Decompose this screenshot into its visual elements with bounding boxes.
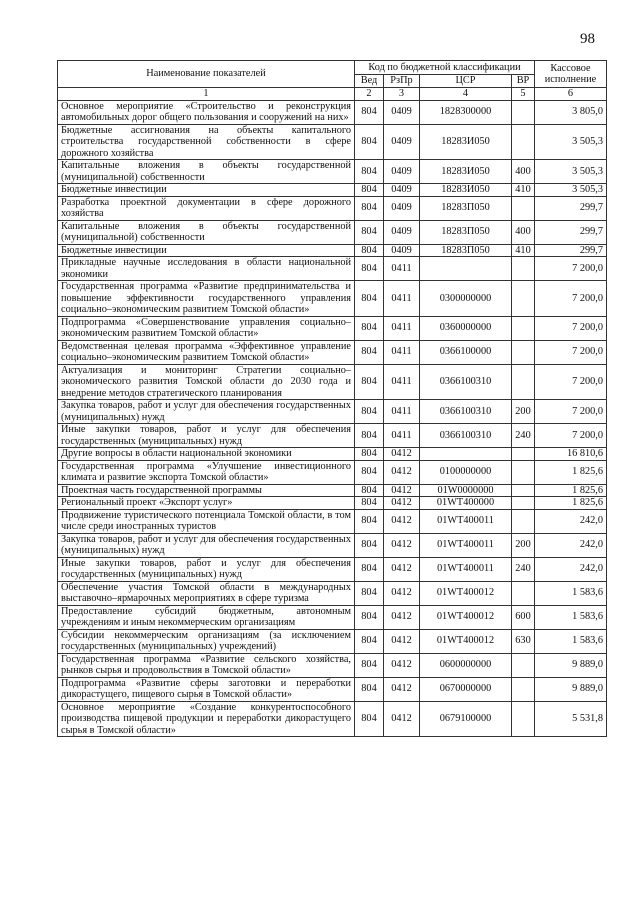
row-name: Иные закупки товаров, работ и услуг для обеспечения государственных (муниципальных) нужд: [58, 424, 355, 448]
row-vr: 410: [512, 184, 535, 197]
row-ved: 804: [355, 653, 384, 677]
table-row: [58, 340, 607, 364]
row-name: Проектная часть государственной программы: [58, 484, 355, 497]
row-ved: 804: [355, 400, 384, 424]
table-row: [58, 196, 607, 220]
row-ved: 804: [355, 100, 384, 124]
row-name: Иные закупки товаров, работ и услуг для обеспечения государственных (муниципальных) нужд: [58, 557, 355, 581]
row-csr: 18283И050: [420, 184, 512, 197]
row-name: Актуализация и мониторинг Стратегии социально–экономического развития Томской области до 2030 года и внедрение методов стратегического планирования: [58, 364, 355, 400]
row-csr: 18283И050: [420, 124, 512, 160]
table-row: [58, 497, 607, 510]
row-amount: 299,7: [535, 220, 607, 244]
row-amount: 1 825,6: [535, 460, 607, 484]
row-csr: 0600000000: [420, 653, 512, 677]
row-csr: 01WT400011: [420, 509, 512, 533]
row-name: Подпрограмма «Развитие сферы заготовки и переработки дикорастущего, пищевого сырья в Томской области»: [58, 677, 355, 701]
row-csr: 18283П050: [420, 196, 512, 220]
row-ved: 804: [355, 448, 384, 461]
row-rzpr: 0411: [384, 424, 420, 448]
table-row: [58, 160, 607, 184]
row-vr: [512, 340, 535, 364]
row-amount: 3 505,3: [535, 184, 607, 197]
row-vr: [512, 484, 535, 497]
row-amount: 299,7: [535, 196, 607, 220]
row-name: Капитальные вложения в объекты государственной (муниципальной) собственности: [58, 160, 355, 184]
table-row: [58, 460, 607, 484]
row-rzpr: 0409: [384, 196, 420, 220]
row-ved: 804: [355, 677, 384, 701]
row-rzpr: 0409: [384, 100, 420, 124]
row-vr: [512, 448, 535, 461]
row-vr: [512, 509, 535, 533]
row-csr: 01WT400012: [420, 629, 512, 653]
table-row: [58, 257, 607, 281]
row-amount: 9 889,0: [535, 653, 607, 677]
row-csr: 0100000000: [420, 460, 512, 484]
row-vr: 410: [512, 244, 535, 257]
row-amount: 9 889,0: [535, 677, 607, 701]
table-row: [58, 364, 607, 400]
row-ved: 804: [355, 281, 384, 317]
table-row: [58, 184, 607, 197]
table-row: [58, 316, 607, 340]
row-amount: 7 200,0: [535, 400, 607, 424]
row-csr: 01WT400012: [420, 581, 512, 605]
row-name: Прикладные научные исследования в области национальной экономики: [58, 257, 355, 281]
table-row: [58, 653, 607, 677]
row-csr: 0366100310: [420, 400, 512, 424]
table-row: [58, 701, 607, 737]
header-code-group: Код по бюджетной классификации: [355, 61, 535, 75]
header-ved: Вед: [355, 75, 384, 88]
row-rzpr: 0412: [384, 701, 420, 737]
row-csr: 01WT400011: [420, 557, 512, 581]
row-ved: 804: [355, 340, 384, 364]
row-csr: 01WT400012: [420, 605, 512, 629]
table-row: [58, 484, 607, 497]
row-ved: 804: [355, 244, 384, 257]
row-vr: 200: [512, 400, 535, 424]
row-ved: 804: [355, 220, 384, 244]
row-rzpr: 0412: [384, 653, 420, 677]
table-row: [58, 509, 607, 533]
row-csr: 0366100310: [420, 364, 512, 400]
row-csr: 0670000000: [420, 677, 512, 701]
row-name: Субсидии некоммерческим организациям (за исключением государственных (муниципальных) учреждений): [58, 629, 355, 653]
header-amount: Кассовое исполнение: [535, 61, 607, 88]
row-name: Разработка проектной документации в сфере дорожного хозяйства: [58, 196, 355, 220]
row-csr: 0366100310: [420, 424, 512, 448]
row-name: Государственная программа «Развитие сельского хозяйства, рынков сырья и продовольствия в Томской области»: [58, 653, 355, 677]
row-rzpr: 0412: [384, 677, 420, 701]
row-amount: 7 200,0: [535, 257, 607, 281]
row-rzpr: 0412: [384, 629, 420, 653]
row-name: Бюджетные ассигнования на объекты капитального строительства государственной собственности в сфере дорожного хозяйства: [58, 124, 355, 160]
row-amount: 1 583,6: [535, 581, 607, 605]
row-rzpr: 0412: [384, 484, 420, 497]
row-ved: 804: [355, 484, 384, 497]
row-ved: 804: [355, 629, 384, 653]
row-amount: 7 200,0: [535, 364, 607, 400]
row-amount: 16 810,6: [535, 448, 607, 461]
row-amount: 3 805,0: [535, 100, 607, 124]
row-amount: 3 505,3: [535, 160, 607, 184]
row-ved: 804: [355, 509, 384, 533]
table-row: [58, 220, 607, 244]
row-amount: 5 531,8: [535, 701, 607, 737]
row-vr: 400: [512, 160, 535, 184]
row-name: Ведомственная целевая программа «Эффективное управление социально–экономическим развитием Томской области»: [58, 340, 355, 364]
row-rzpr: 0409: [384, 184, 420, 197]
row-rzpr: 0412: [384, 557, 420, 581]
row-ved: 804: [355, 605, 384, 629]
row-name: Предоставление субсидий бюджетным, автономным учреждениям и иным некоммерческим организациям: [58, 605, 355, 629]
table-row: [58, 557, 607, 581]
row-csr: 01W0000000: [420, 484, 512, 497]
row-ved: 804: [355, 533, 384, 557]
row-csr: 18283И050: [420, 160, 512, 184]
row-amount: 3 505,3: [535, 124, 607, 160]
row-vr: 240: [512, 424, 535, 448]
row-name: Закупка товаров, работ и услуг для обеспечения государственных (муниципальных) нужд: [58, 533, 355, 557]
row-csr: 01WT400000: [420, 497, 512, 510]
row-name: Обеспечение участия Томской области в международных выставочно–ярмарочных мероприятиях в сфере туризма: [58, 581, 355, 605]
row-vr: 600: [512, 605, 535, 629]
row-ved: 804: [355, 160, 384, 184]
row-rzpr: 0412: [384, 605, 420, 629]
header-csr: ЦСР: [420, 75, 512, 88]
row-ved: 804: [355, 184, 384, 197]
row-vr: 400: [512, 220, 535, 244]
row-amount: 1 583,6: [535, 605, 607, 629]
row-vr: [512, 701, 535, 737]
row-amount: 1 825,6: [535, 497, 607, 510]
header-number-5: 5: [512, 88, 535, 101]
table-row: [58, 424, 607, 448]
row-name: Другие вопросы в области национальной экономики: [58, 448, 355, 461]
row-amount: 7 200,0: [535, 281, 607, 317]
table-row: [58, 677, 607, 701]
row-amount: 7 200,0: [535, 424, 607, 448]
row-csr: 1828300000: [420, 100, 512, 124]
header-number-2: 2: [355, 88, 384, 101]
budget-table: [57, 60, 607, 737]
row-vr: [512, 316, 535, 340]
row-amount: 1 825,6: [535, 484, 607, 497]
row-ved: 804: [355, 316, 384, 340]
table-row: [58, 100, 607, 124]
row-name: Бюджетные инвестиции: [58, 184, 355, 197]
row-ved: 804: [355, 424, 384, 448]
row-rzpr: 0409: [384, 244, 420, 257]
row-rzpr: 0409: [384, 124, 420, 160]
row-vr: [512, 677, 535, 701]
row-amount: 7 200,0: [535, 340, 607, 364]
row-ved: 804: [355, 124, 384, 160]
row-rzpr: 0411: [384, 316, 420, 340]
row-rzpr: 0409: [384, 160, 420, 184]
row-vr: [512, 124, 535, 160]
row-csr: 0360000000: [420, 316, 512, 340]
row-amount: 1 583,6: [535, 629, 607, 653]
row-vr: [512, 497, 535, 510]
row-name: Региональный проект «Экспорт услуг»: [58, 497, 355, 510]
row-rzpr: 0411: [384, 281, 420, 317]
header-number-3: 3: [384, 88, 420, 101]
row-vr: [512, 100, 535, 124]
table-row: [58, 533, 607, 557]
table-row: [58, 448, 607, 461]
row-name: Основное мероприятие «Строительство и реконструкция автомобильных дорог общего пользования и сооружений на них»: [58, 100, 355, 124]
row-name: Бюджетные инвестиции: [58, 244, 355, 257]
header-rzpr: РзПр: [384, 75, 420, 88]
row-rzpr: 0412: [384, 448, 420, 461]
row-vr: [512, 653, 535, 677]
table-row: [58, 629, 607, 653]
row-ved: 804: [355, 581, 384, 605]
row-rzpr: 0412: [384, 533, 420, 557]
row-csr: [420, 257, 512, 281]
row-amount: 7 200,0: [535, 316, 607, 340]
row-vr: [512, 364, 535, 400]
row-amount: 242,0: [535, 557, 607, 581]
row-ved: 804: [355, 364, 384, 400]
row-rzpr: 0411: [384, 340, 420, 364]
row-vr: [512, 460, 535, 484]
table-row: [58, 124, 607, 160]
row-rzpr: 0409: [384, 220, 420, 244]
row-vr: 630: [512, 629, 535, 653]
row-rzpr: 0412: [384, 509, 420, 533]
row-vr: 240: [512, 557, 535, 581]
row-name: Основное мероприятие «Создание конкурентоспособного производства пищевой продукции и переработки дикорастущего сырья в Томской области»: [58, 701, 355, 737]
row-csr: 0366100000: [420, 340, 512, 364]
row-ved: 804: [355, 257, 384, 281]
row-vr: 200: [512, 533, 535, 557]
page-number: 98: [580, 31, 595, 47]
row-name: Государственная программа «Улучшение инвестиционного климата и развитие экспорта Томской области»: [58, 460, 355, 484]
row-csr: 18283П050: [420, 220, 512, 244]
row-ved: 804: [355, 557, 384, 581]
table-row: [58, 244, 607, 257]
row-amount: 299,7: [535, 244, 607, 257]
header-number-1: 1: [58, 88, 355, 101]
row-csr: 01WT400011: [420, 533, 512, 557]
header-vr: ВР: [512, 75, 535, 88]
row-amount: 242,0: [535, 509, 607, 533]
row-vr: [512, 281, 535, 317]
header-name: Наименование показателей: [58, 61, 355, 88]
row-vr: [512, 257, 535, 281]
row-vr: [512, 581, 535, 605]
table-row: [58, 281, 607, 317]
row-ved: 804: [355, 196, 384, 220]
row-csr: 18283П050: [420, 244, 512, 257]
row-rzpr: 0412: [384, 581, 420, 605]
row-name: Капитальные вложения в объекты государственной (муниципальной) собственности: [58, 220, 355, 244]
table-row: [58, 400, 607, 424]
row-amount: 242,0: [535, 533, 607, 557]
row-csr: [420, 448, 512, 461]
row-ved: 804: [355, 460, 384, 484]
row-rzpr: 0411: [384, 400, 420, 424]
row-rzpr: 0411: [384, 257, 420, 281]
row-vr: [512, 196, 535, 220]
row-csr: 0300000000: [420, 281, 512, 317]
row-name: Закупка товаров, работ и услуг для обеспечения государственных (муниципальных) нужд: [58, 400, 355, 424]
row-csr: 0679100000: [420, 701, 512, 737]
header-number-4: 4: [420, 88, 512, 101]
row-rzpr: 0412: [384, 497, 420, 510]
table-row: [58, 581, 607, 605]
row-name: Государственная программа «Развитие предпринимательства и повышение эффективности государственного управления социально–экономическим развитием Томской области»: [58, 281, 355, 317]
row-rzpr: 0411: [384, 364, 420, 400]
table-row: [58, 605, 607, 629]
row-name: Подпрограмма «Совершенствование управления социально–экономическим развитием Томской области»: [58, 316, 355, 340]
row-ved: 804: [355, 497, 384, 510]
row-name: Продвижение туристического потенциала Томской области, в том числе среди иностранных туристов: [58, 509, 355, 533]
header-number-6: 6: [535, 88, 607, 101]
row-rzpr: 0412: [384, 460, 420, 484]
row-ved: 804: [355, 701, 384, 737]
